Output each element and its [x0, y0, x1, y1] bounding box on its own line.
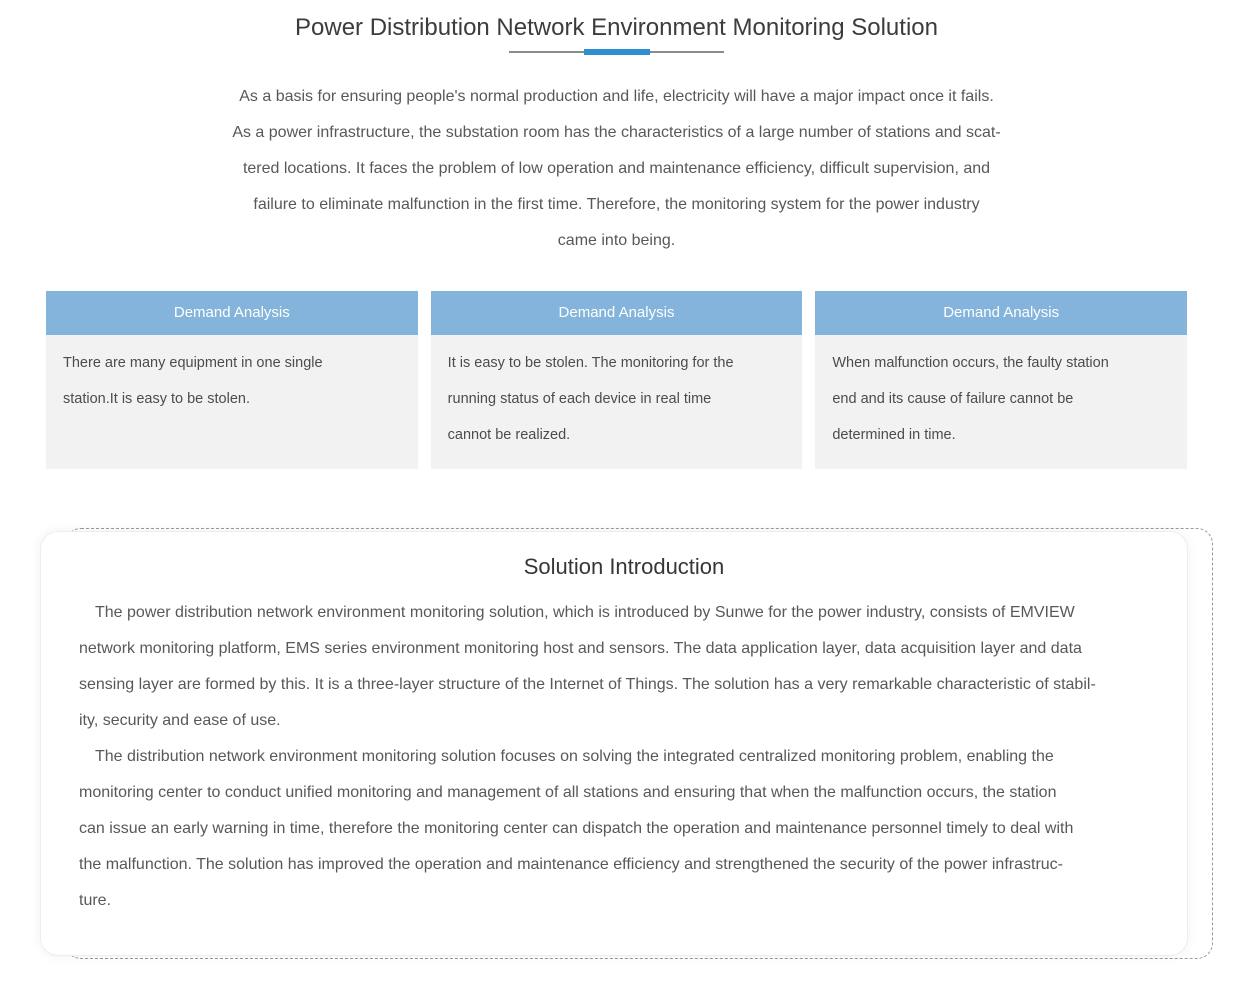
solution-text-line: ture.: [79, 892, 112, 909]
solution-text-line: can issue an early warning in time, therefore the monitoring center can dispatch the operation and maintenance personnel timely to deal with: [79, 820, 1074, 837]
intro-line: As a power infrastructure, the substation room has the characteristics of a large number of stations and scat-: [232, 124, 1001, 141]
solution-text-line: ity, security and ease of use.: [79, 712, 281, 729]
demand-card-text-line: When malfunction occurs, the faulty station: [832, 355, 1109, 371]
solution-card: [40, 531, 1188, 956]
demand-card-text-line: determined in time.: [832, 427, 956, 443]
title-divider: [509, 51, 724, 53]
demand-card-body: [431, 335, 803, 469]
solution-text: [79, 595, 1169, 919]
demand-card-text-line: running status of each device in real time: [447, 391, 712, 407]
solution-text-line: monitoring center to conduct unified monitoring and management of all stations and ensuring that when the malfunction occurs, the station: [79, 784, 1057, 801]
intro-paragraph: [167, 79, 1067, 259]
demand-card-header: Demand Analysis: [815, 291, 1187, 335]
intro-line: As a basis for ensuring people's normal production and life, electricity will have a major impact once it fails.: [239, 88, 994, 105]
page-title: Power Distribution Network Environment Monitoring Solution: [295, 14, 938, 41]
solution-text-line: The power distribution network environment monitoring solution, which is introduced by Sunwe for the power industry, consists of EMVIEW: [95, 604, 1075, 621]
demand-card-3: [815, 291, 1187, 469]
demand-cards-row: [46, 291, 1187, 469]
demand-card-text-line: There are many equipment in one single: [63, 355, 323, 371]
demand-card-header: Demand Analysis: [431, 291, 803, 335]
intro-line: came into being.: [557, 232, 676, 249]
solution-section: [40, 531, 1188, 956]
demand-card-1: [46, 291, 418, 469]
solution-title: Solution Introduction: [523, 554, 725, 579]
demand-card-text-line: cannot be realized.: [447, 427, 571, 443]
demand-card-2: [431, 291, 803, 469]
demand-card-body: [46, 335, 418, 469]
solution-text-line: the malfunction. The solution has improved the operation and maintenance efficiency and strengthened the security of the power infrastruc-: [79, 856, 1063, 873]
solution-paragraph-1: [79, 595, 1169, 739]
demand-card-text-line: end and its cause of failure cannot be: [832, 391, 1074, 407]
title-divider-accent: [584, 49, 650, 55]
demand-card-body: [815, 335, 1187, 469]
demand-card-header: Demand Analysis: [46, 291, 418, 335]
solution-text-line: sensing layer are formed by this. It is a three-layer structure of the Internet of Things. The solution has a very remarkable characteristic of stabil-: [79, 676, 1096, 693]
demand-card-text-line: It is easy to be stolen. The monitoring for the: [447, 355, 734, 371]
solution-paragraph-2: [79, 739, 1169, 919]
intro-line: failure to eliminate malfunction in the first time. Therefore, the monitoring system for the power industry: [253, 196, 980, 213]
demand-card-text-line: station.It is easy to be stolen.: [63, 391, 250, 407]
intro-line: tered locations. It faces the problem of low operation and maintenance efficiency, difficult supervision, and: [242, 160, 991, 177]
solution-text-line: network monitoring platform, EMS series environment monitoring host and sensors. The data application layer, data acquisition layer and data: [79, 640, 1082, 657]
solution-text-line: The distribution network environment monitoring solution focuses on solving the integrated centralized monitoring problem, enabling the: [95, 748, 1054, 765]
